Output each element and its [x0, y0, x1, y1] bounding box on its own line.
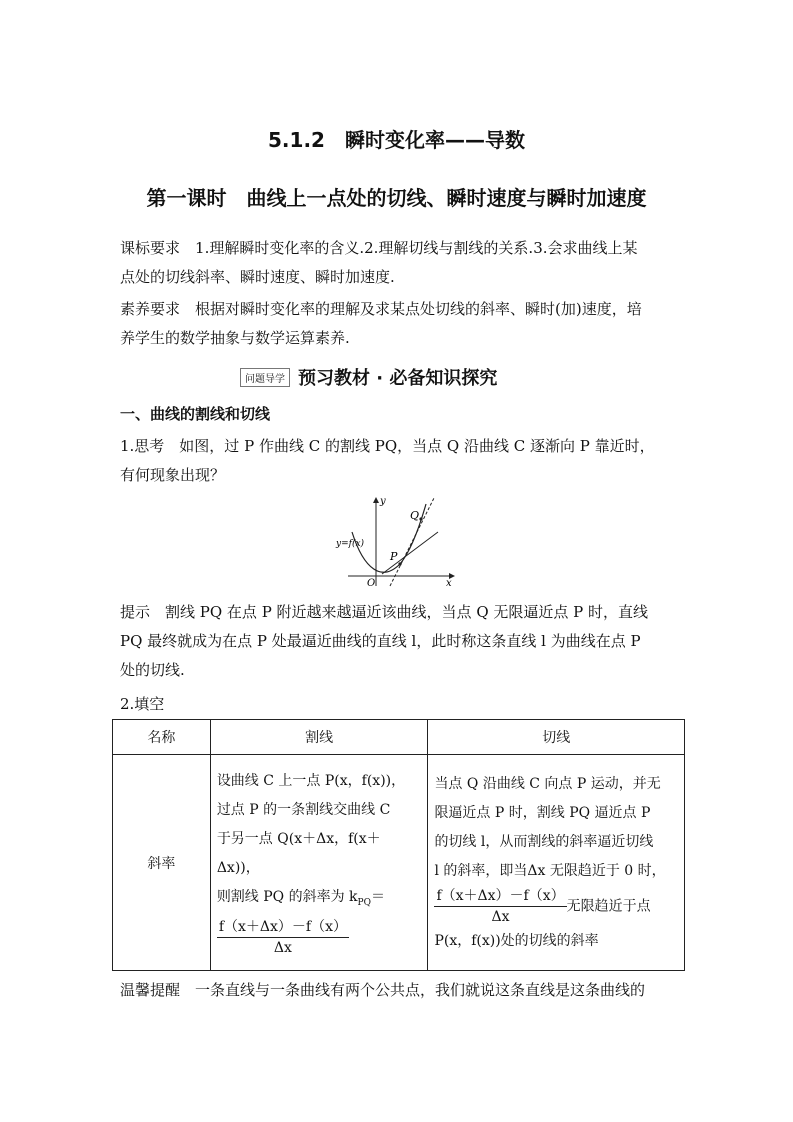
secant-subscript: PQ	[357, 897, 371, 908]
literacy-label: 素养要求	[120, 300, 181, 318]
banner-tag: 问题导学	[240, 368, 290, 387]
curriculum-requirements	[120, 234, 678, 292]
section-title: 5.1.2 瞬时变化率——导数	[268, 128, 525, 152]
literacy-requirements	[120, 295, 678, 353]
point-q	[419, 517, 422, 520]
question-line2: 有何现象出现？	[120, 466, 226, 484]
p-label: P	[390, 550, 398, 563]
hint-paragraph	[120, 598, 678, 685]
comparison-table	[112, 719, 685, 971]
secant-fraction-den: Δx	[273, 940, 292, 957]
table-row-slope	[113, 755, 685, 971]
secant-fraction	[217, 917, 349, 958]
secant-equals: ＝	[370, 888, 385, 905]
curve-label: y=f(x)	[336, 539, 365, 549]
tangent-line2: 限逼近点 P 时，割线 PQ 逼近点 P	[434, 804, 651, 821]
row-label-slope: 斜率	[113, 755, 211, 971]
section-banner	[240, 366, 497, 388]
hint-line3: 处的切线.	[120, 661, 185, 679]
hint-line1: 提示 割线 PQ 在点 P 附近越来越逼近该曲线，当点 Q 无限逼近点 P 时，直线	[120, 603, 649, 621]
question-line1: 1.思考 如图，过 P 作曲线 C 的割线 PQ，当点 Q 沿曲线 C 逐渐向 P 靠近时，	[120, 437, 655, 455]
tangent-line3: 的切线 l，从而割线的斜率逼近切线	[434, 833, 654, 850]
tangent-cell	[428, 755, 685, 971]
reminder-label: 温馨提醒	[120, 981, 181, 999]
tangent-line1: 当点 Q 沿曲线 C 向点 P 运动，并无	[434, 775, 661, 792]
tangent-fraction-num: f（x＋Δx）－f（x）	[434, 886, 566, 907]
literacy-line2: 养学生的数学抽象与数学运算素养.	[120, 329, 350, 347]
tangent-after-fraction: 无限趋近于点	[566, 898, 651, 914]
tangent-fraction	[434, 886, 566, 927]
q-label: Q	[410, 509, 420, 522]
reminder	[120, 976, 678, 1005]
curriculum-line2: 点处的切线斜率、瞬时速度、瞬时加速度.	[120, 268, 395, 286]
secant-line2: 过点 P 的一条割线交曲线 C	[216, 801, 391, 818]
secant-line3: 于另一点 Q(x＋Δx，f(x＋Δx))，	[216, 830, 381, 876]
tangent-fraction-den: Δx	[491, 908, 510, 925]
table-header-row	[113, 720, 685, 755]
banner-text: 预习教材 · 必备知识探究	[298, 368, 498, 389]
curriculum-label: 课标要求	[120, 239, 181, 257]
y-label: y	[380, 496, 386, 507]
fill-in-label: 2.填空	[120, 695, 165, 713]
point-p	[398, 562, 401, 565]
lesson-subtitle: 第一课时 曲线上一点处的切线、瞬时速度与瞬时加速度	[146, 186, 647, 210]
reminder-text: 一条直线与一条曲线有两个公共点，我们就说这条直线是这条曲线的	[195, 981, 646, 999]
tangent-line6: P(x，f(x))处的切线的斜率	[434, 932, 599, 949]
x-label: x	[446, 578, 452, 588]
question-think	[120, 432, 678, 490]
curriculum-line1: 1.理解瞬时变化率的含义.2.理解切线与割线的关系.3.会求曲线上某	[195, 239, 638, 257]
secant-fraction-num: f（x＋Δx）－f（x）	[217, 917, 349, 938]
literacy-line1: 根据对瞬时变化率的理解及求某点处切线的斜率、瞬时(加)速度，培	[195, 300, 642, 318]
secant-line1: 设曲线 C 上一点 P(x，f(x))，	[216, 772, 406, 789]
secant-line4: 则割线 PQ 的斜率为 k	[216, 888, 358, 905]
tangent-line4: l 的斜率，即当Δx 无限趋近于 0 时，	[434, 862, 666, 879]
secant-cell	[210, 755, 428, 971]
secant-tangent-figure	[330, 492, 460, 588]
hint-line2: PQ 最终就成为在点 P 处最逼近曲线的直线 l，此时称这条直线 l 为曲线在点 P	[120, 632, 641, 650]
header-secant: 割线	[210, 720, 428, 755]
header-name: 名称	[113, 720, 211, 755]
heading-secant-tangent: 一、曲线的割线和切线	[120, 405, 271, 423]
origin-label: O	[367, 578, 376, 588]
header-tangent: 切线	[428, 720, 685, 755]
